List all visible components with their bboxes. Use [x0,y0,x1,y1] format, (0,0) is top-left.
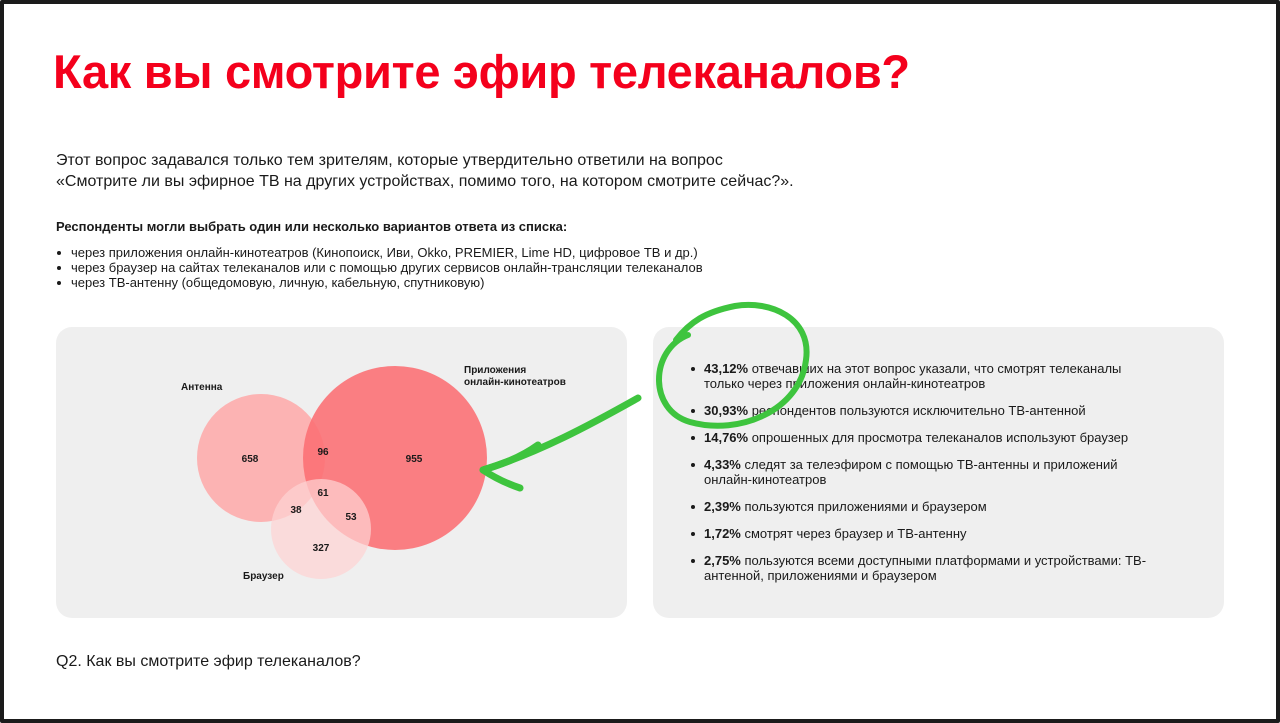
stat-item [691,430,1161,445]
footer-question: Q2. Как вы смотрите эфир телеканалов? [56,653,361,670]
venn-diagram [56,327,627,618]
stat-percent: 14,76% [704,430,749,445]
stat-item [691,457,1161,487]
stat-text: отвечавших на этот вопрос указали, что смотрят телеканалы только через приложения онлайн-кинотеатров [704,361,1122,391]
intro-line-2: «Смотрите ли вы эфирное ТВ на других устройствах, помимо того, на котором смотрите сейчас?». [56,173,794,190]
venn-label-browser: Браузер [243,571,284,582]
stat-text: пользуются всеми доступными платформами и устройствами: ТВ-антенной, приложениями и браузером [704,553,1147,583]
stat-percent: 2,75% [704,553,741,568]
option-item: через браузер на сайтах телеканалов или с помощью других сервисов онлайн-трансляции телеканалов [56,260,703,275]
options-heading: Респонденты могли выбрать один или несколько вариантов ответа из списка: [56,219,568,234]
stat-percent: 1,72% [704,526,741,541]
stats-list [691,361,1161,595]
venn-label-antenna: Антенна [181,382,223,393]
stat-item [691,526,1161,541]
stat-percent: 30,93% [704,403,749,418]
venn-value-antenna-apps: 96 [317,447,329,458]
page-title: Как вы смотрите эфир телеканалов? [53,45,910,98]
option-item: через приложения онлайн-кинотеатров (Кинопоиск, Иви, Okko, PREMIER, Lime HD, цифровое ТВ и др.) [56,245,703,260]
stat-text: пользуются приложениями и браузером [740,499,987,514]
option-item: через ТВ-антенну (общедомовую, личную, кабельную, спутниковую) [56,275,703,290]
venn-value-all-three: 61 [317,488,329,499]
stat-item [691,499,1161,514]
stat-percent: 43,12% [704,361,749,376]
venn-value-apps-only: 955 [405,454,423,465]
stat-text: смотрят через браузер и ТВ-антенну [740,526,967,541]
venn-label-apps-line2: онлайн-кинотеатров [464,377,566,388]
stat-item [691,403,1161,418]
stat-text: респондентов пользуются исключительно ТВ-антенной [748,403,1086,418]
stat-percent: 2,39% [704,499,741,514]
venn-value-antenna-only: 658 [241,454,259,465]
venn-value-browser-only: 327 [312,543,330,554]
intro-text [56,150,794,192]
stat-text: опрошенных для просмотра телеканалов используют браузер [748,430,1129,445]
venn-value-antenna-browser: 38 [290,505,302,516]
stat-item [691,361,1161,391]
stat-percent: 4,33% [704,457,741,472]
venn-value-apps-browser: 53 [345,512,357,523]
stat-item [691,553,1161,583]
venn-label-apps-line1: Приложения [464,365,527,376]
stat-text: следят за телеэфиром с помощью ТВ-антенны и приложений онлайн-кинотеатров [704,457,1118,487]
options-list [56,245,703,290]
intro-line-1: Этот вопрос задавался только тем зрителям, которые утвердительно ответили на вопрос [56,152,723,169]
